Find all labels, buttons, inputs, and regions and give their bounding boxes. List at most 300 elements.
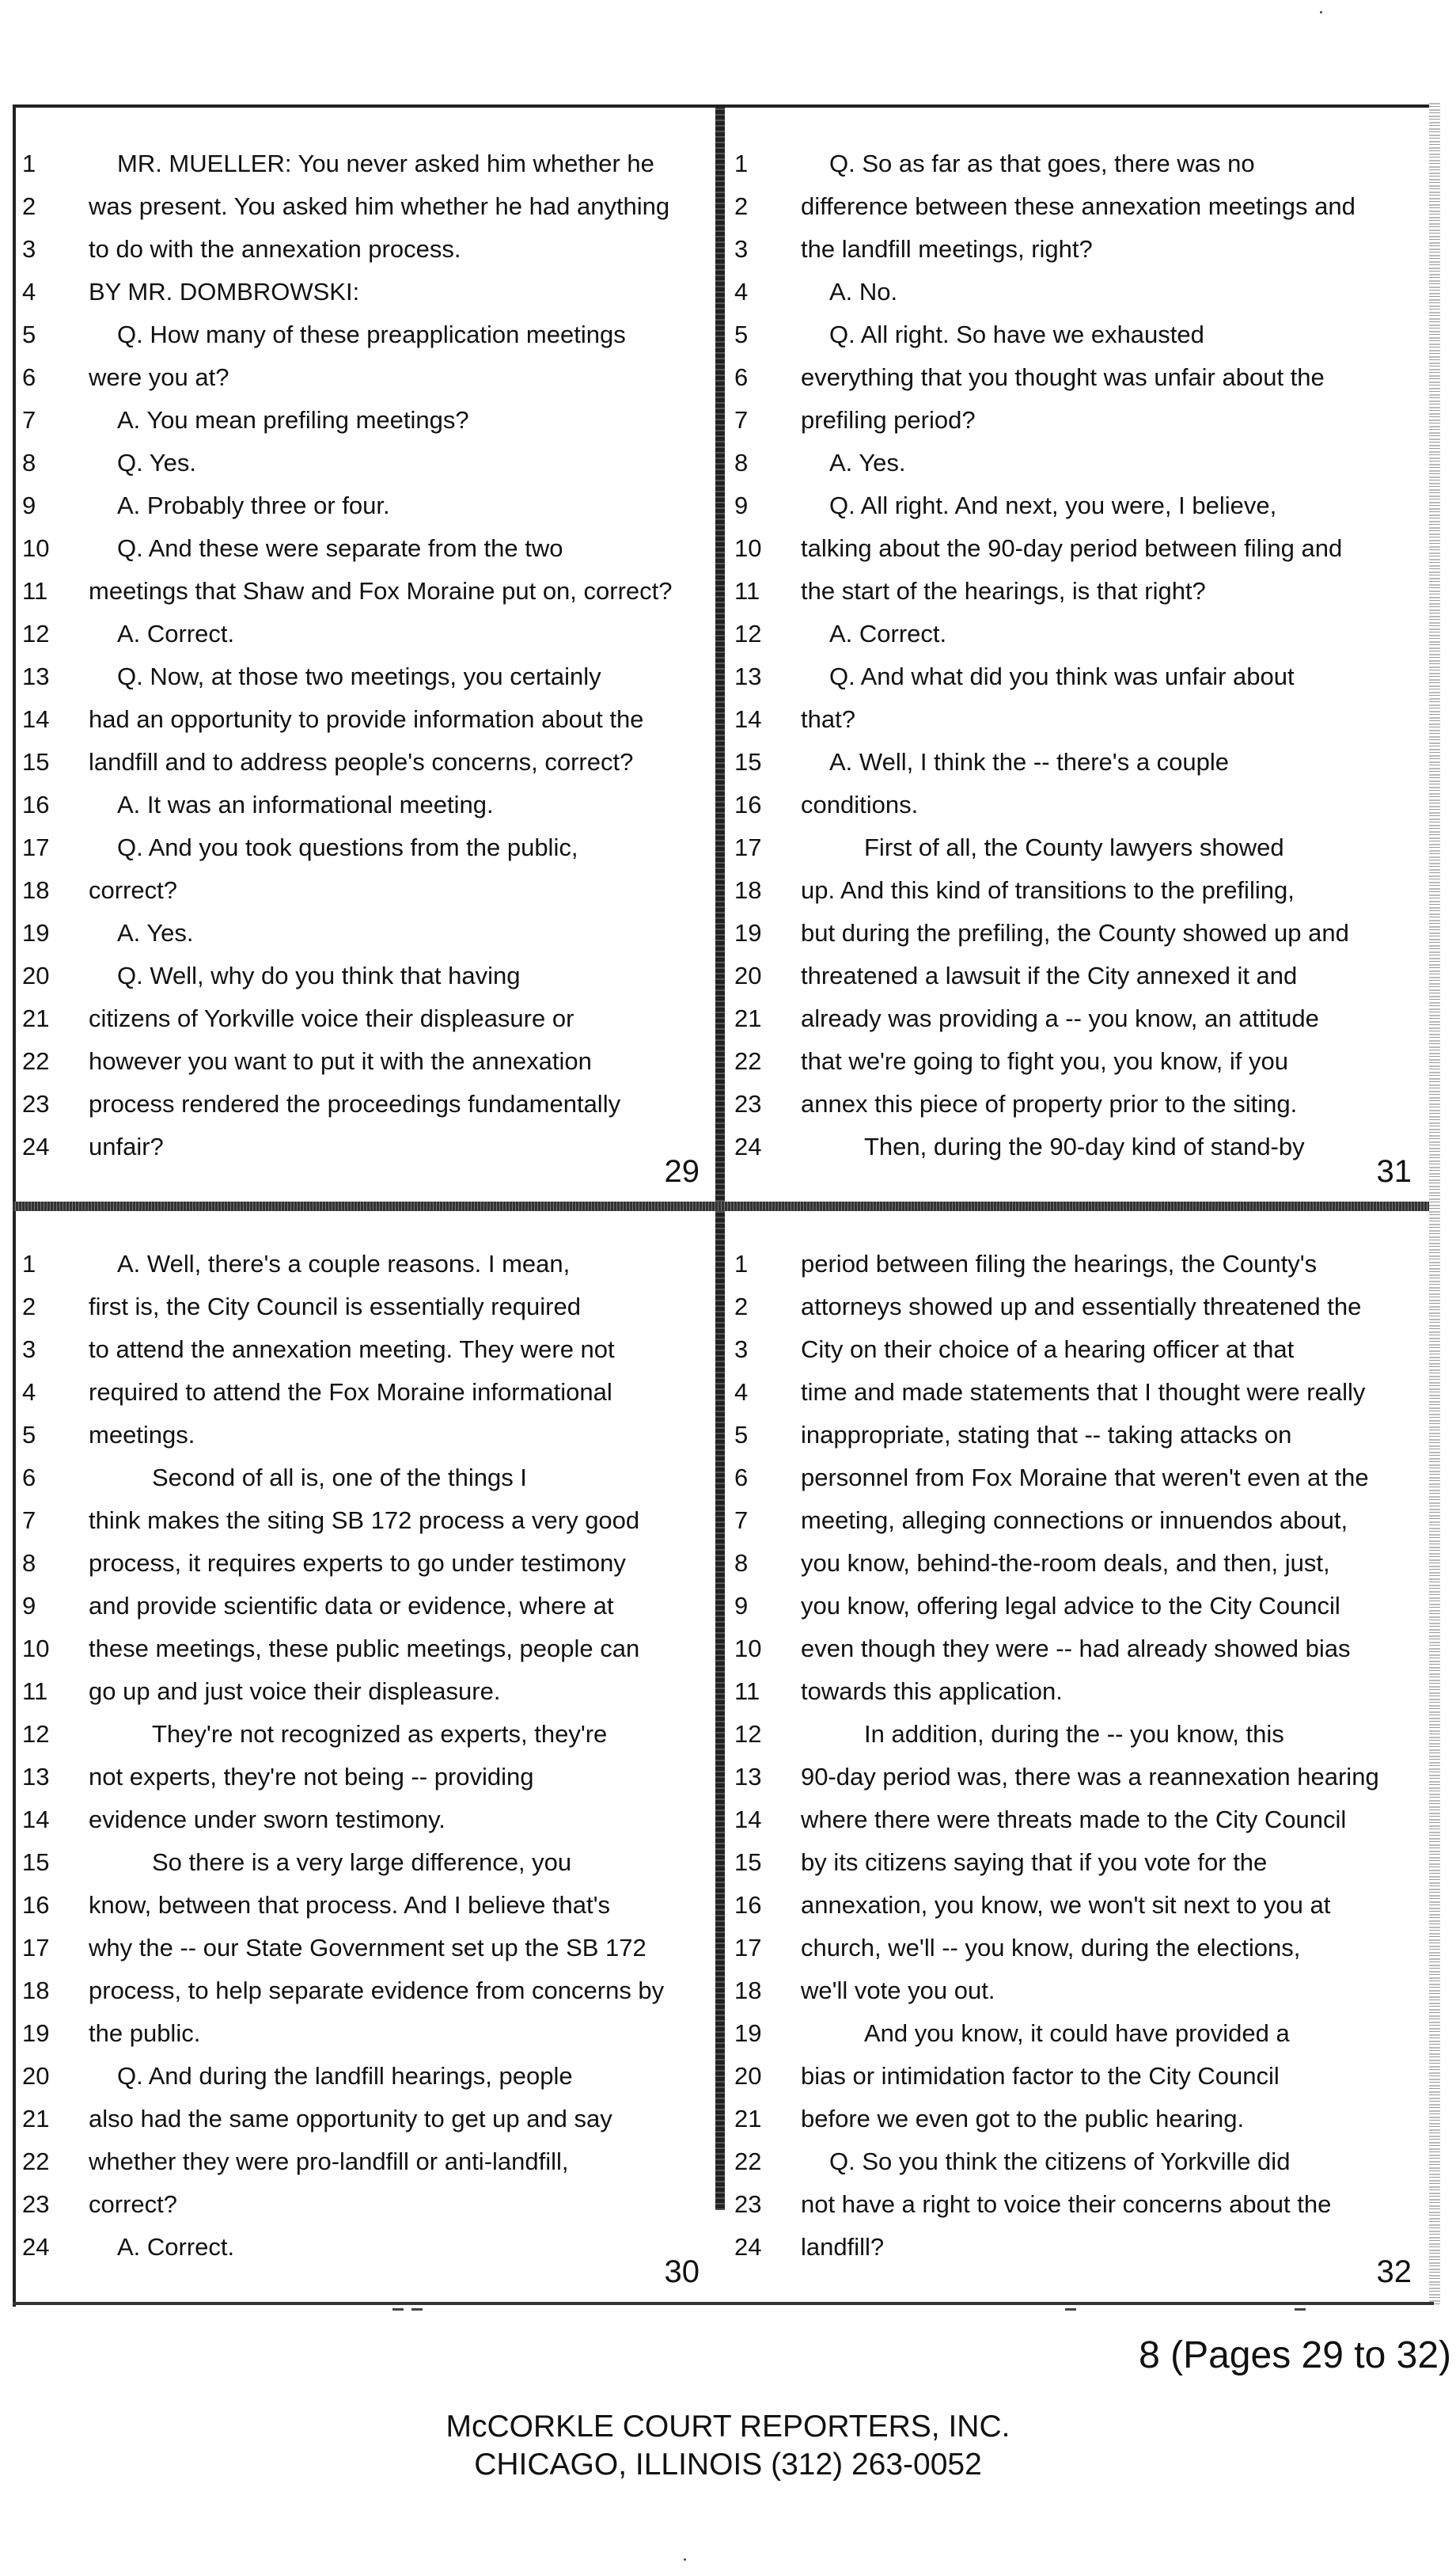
- line-text: up. And this kind of transitions to the prefiling,: [801, 876, 1295, 904]
- line-text: meeting, alleging connections or innuendos about,: [801, 1506, 1348, 1534]
- line-text: go up and just voice their displeasure.: [89, 1677, 501, 1705]
- line-number: 21: [22, 1004, 50, 1032]
- line-number: 15: [22, 1848, 50, 1876]
- transcript-line: [16, 1040, 712, 1083]
- line-number: 21: [734, 1004, 762, 1032]
- transcript-line: [16, 1756, 712, 1798]
- line-text: They're not recognized as experts, they're: [152, 1720, 608, 1748]
- transcript-line: [728, 271, 1424, 313]
- scan-mark: [1065, 2308, 1076, 2311]
- line-text: A. Yes.: [829, 449, 906, 477]
- transcript-line: [16, 2140, 712, 2183]
- line-number: 24: [22, 2233, 50, 2261]
- transcript-line: [16, 2183, 712, 2226]
- line-number: 19: [734, 919, 762, 947]
- transcript-line: [728, 741, 1424, 784]
- line-text: Then, during the 90-day kind of stand-by: [864, 1133, 1305, 1160]
- transcript-line: [16, 698, 712, 741]
- line-number: 8: [22, 1549, 36, 1577]
- page-lines: [16, 142, 712, 1168]
- line-text: not have a right to voice their concerns about the: [801, 2190, 1332, 2218]
- line-text: meetings.: [89, 1421, 195, 1449]
- line-text: So there is a very large difference, you: [152, 1848, 572, 1876]
- line-text: that we're going to fight you, you know, if you: [801, 1047, 1288, 1075]
- scan-speck: [684, 2558, 686, 2561]
- scan-edge: [1429, 103, 1440, 2307]
- transcript-line: [16, 1627, 712, 1670]
- line-text: required to attend the Fox Moraine informational: [89, 1378, 612, 1406]
- line-text: the start of the hearings, is that right?: [801, 577, 1206, 605]
- line-text: think makes the siting SB 172 process a very good: [89, 1506, 640, 1534]
- line-number: 20: [734, 962, 762, 989]
- transcript-line: [728, 1328, 1424, 1371]
- line-number: 5: [22, 321, 36, 348]
- line-text: that?: [801, 705, 855, 733]
- line-text: First of all, the County lawyers showed: [864, 834, 1284, 861]
- line-number: 17: [22, 834, 50, 861]
- line-text: In addition, during the -- you know, this: [864, 1720, 1284, 1748]
- transcript-line: [728, 2183, 1424, 2226]
- transcript-line: [16, 655, 712, 698]
- line-number: 14: [22, 1806, 50, 1833]
- line-number: 11: [734, 577, 760, 605]
- line-text: whether they were pro-landfill or anti-landfill,: [89, 2148, 569, 2175]
- line-text: A. Well, I think the -- there's a couple: [829, 748, 1230, 776]
- transcript-line: [728, 1414, 1424, 1456]
- transcript-line: [728, 313, 1424, 356]
- transcript-line: [16, 1969, 712, 2012]
- line-number: 23: [22, 2190, 50, 2218]
- transcript-line: [16, 2012, 712, 2055]
- transcript-line: [16, 570, 712, 613]
- line-number: 22: [22, 1047, 50, 1075]
- line-text: A. Correct.: [117, 2233, 235, 2261]
- line-text: we'll vote you out.: [801, 1977, 995, 2004]
- transcript-line: [16, 955, 712, 997]
- line-number: 12: [22, 1720, 50, 1748]
- line-number: 19: [734, 2019, 762, 2047]
- line-text: annexation, you know, we won't sit next to you at: [801, 1891, 1331, 1919]
- line-text: Q. All right. So have we exhausted: [829, 321, 1204, 348]
- line-number: 8: [734, 449, 749, 477]
- transcript-line: [16, 142, 712, 185]
- line-number: 17: [734, 834, 762, 861]
- company-name: McCORKLE COURT REPORTERS, INC.: [446, 2410, 1010, 2444]
- page-lines: [728, 142, 1424, 1168]
- line-number: 14: [22, 705, 50, 733]
- transcript-line: [16, 2226, 712, 2269]
- line-number: 14: [734, 1806, 762, 1833]
- line-text: why the -- our State Government set up the SB 172: [89, 1934, 646, 1961]
- transcript-line: [16, 1456, 712, 1499]
- line-text: even though they were -- had already showed bias: [801, 1635, 1351, 1662]
- line-text: citizens of Yorkville voice their displeasure or: [89, 1004, 574, 1032]
- line-text: 90-day period was, there was a reannexation hearing: [801, 1763, 1379, 1791]
- line-text: Q. Well, why do you think that having: [117, 962, 521, 989]
- line-text: Q. So you think the citizens of Yorkville did: [829, 2148, 1291, 2175]
- line-number: 23: [734, 2190, 762, 2218]
- line-number: 11: [22, 577, 48, 605]
- line-text: process rendered the proceedings fundamentally: [89, 1090, 621, 1118]
- transcript-line: [16, 1585, 712, 1627]
- line-number: 10: [734, 1635, 762, 1662]
- line-number: 20: [22, 2062, 50, 2090]
- transcript-line: [16, 826, 712, 869]
- transcript-line: [728, 1083, 1424, 1126]
- line-number: 5: [734, 321, 749, 348]
- line-text: A. It was an informational meeting.: [117, 791, 494, 818]
- page-range-label: 8 (Pages 29 to 32): [1139, 2334, 1451, 2376]
- line-text: Q. And during the landfill hearings, people: [117, 2062, 573, 2090]
- transcript-line: [728, 1126, 1424, 1168]
- transcript-line: [16, 784, 712, 826]
- line-text: difference between these annexation meetings and: [801, 192, 1356, 220]
- line-number: 13: [22, 663, 50, 690]
- line-text: Q. And what did you think was unfair about: [829, 663, 1295, 690]
- line-text: threatened a lawsuit if the City annexed it and: [801, 962, 1298, 989]
- line-text: A. You mean prefiling meetings?: [117, 406, 469, 434]
- line-number: 9: [22, 492, 36, 519]
- line-number: 15: [22, 748, 50, 776]
- transcript-line: [16, 1328, 712, 1371]
- line-number: 7: [22, 406, 36, 434]
- line-text: A. Correct.: [829, 620, 947, 647]
- transcript-page-32: [728, 1211, 1424, 2296]
- line-text: Q. And these were separate from the two: [117, 534, 563, 562]
- line-text: Q. Yes.: [117, 449, 196, 477]
- line-number: 20: [734, 2062, 762, 2090]
- line-number: 19: [22, 2019, 50, 2047]
- transcript-line: [728, 142, 1424, 185]
- scan-mark: [392, 2308, 404, 2311]
- line-text: these meetings, these public meetings, people can: [89, 1635, 640, 1662]
- line-text: meetings that Shaw and Fox Moraine put on, correct?: [89, 577, 673, 605]
- line-number: 14: [734, 705, 762, 733]
- transcript-line: [16, 997, 712, 1040]
- line-number: 4: [734, 278, 749, 306]
- transcript-line: [16, 527, 712, 570]
- transcript-line: [728, 484, 1424, 527]
- line-number: 9: [734, 1592, 749, 1620]
- line-number: 11: [22, 1677, 48, 1705]
- transcript-line: [728, 1713, 1424, 1756]
- line-number: 16: [734, 1891, 762, 1919]
- transcript-line: [728, 869, 1424, 912]
- line-text: talking about the 90-day period between filing and: [801, 534, 1343, 562]
- scan-mark: [411, 2308, 423, 2311]
- transcript-line: [16, 313, 712, 356]
- line-number: 12: [22, 620, 50, 647]
- transcript-line: [728, 2140, 1424, 2183]
- line-text: correct?: [89, 2190, 177, 2218]
- line-number: 1: [734, 1250, 749, 1278]
- line-number: 18: [734, 1977, 762, 2004]
- line-text: unfair?: [89, 1133, 164, 1160]
- line-text: attorneys showed up and essentially threatened the: [801, 1293, 1362, 1320]
- line-number: 12: [734, 1720, 762, 1748]
- transcript-line: [728, 1756, 1424, 1798]
- line-text: and provide scientific data or evidence, where at: [89, 1592, 614, 1620]
- transcript-line: [728, 613, 1424, 655]
- line-text: you know, offering legal advice to the City Council: [801, 1592, 1340, 1620]
- line-text: City on their choice of a hearing officer at that: [801, 1335, 1295, 1363]
- transcript-line: [728, 1542, 1424, 1585]
- page-lines: [16, 1243, 712, 2269]
- line-number: 22: [734, 1047, 762, 1075]
- transcript-line: [728, 570, 1424, 613]
- line-number: 16: [734, 791, 762, 818]
- line-text: A. Well, there's a couple reasons. I mean,: [117, 1250, 571, 1278]
- line-number: 1: [22, 1250, 36, 1278]
- line-text: before we even got to the public hearing.: [801, 2105, 1245, 2132]
- line-text: was present. You asked him whether he had anything: [89, 192, 670, 220]
- line-number: 2: [734, 192, 749, 220]
- transcript-line: [728, 1884, 1424, 1927]
- line-number: 19: [22, 919, 50, 947]
- transcript-line: [16, 442, 712, 484]
- page-number: 30: [664, 2254, 700, 2289]
- transcript-page-31: [728, 111, 1424, 1195]
- line-number: 7: [734, 1506, 749, 1534]
- line-number: 4: [22, 278, 36, 306]
- line-number: 10: [22, 1635, 50, 1662]
- transcript-line: [728, 1243, 1424, 1286]
- line-text: by its citizens saying that if you vote for the: [801, 1848, 1268, 1876]
- transcript-line: [728, 1371, 1424, 1414]
- line-number: 4: [734, 1378, 749, 1406]
- line-number: 22: [22, 2148, 50, 2175]
- line-text: however you want to put it with the annexation: [89, 1047, 592, 1075]
- transcript-line: [728, 655, 1424, 698]
- line-number: 22: [734, 2148, 762, 2175]
- transcript-line: [728, 1286, 1424, 1328]
- line-text: annex this piece of property prior to the siting.: [801, 1090, 1298, 1118]
- transcript-line: [728, 1670, 1424, 1713]
- line-number: 13: [734, 1763, 762, 1791]
- line-number: 10: [734, 534, 762, 562]
- transcript-line: [728, 2226, 1424, 2269]
- page-lines: [728, 1243, 1424, 2269]
- horizontal-divider: [13, 1202, 1434, 1211]
- line-text: also had the same opportunity to get up and say: [89, 2105, 612, 2132]
- line-number: 17: [22, 1934, 50, 1961]
- line-text: correct?: [89, 876, 177, 904]
- line-text: Q. And you took questions from the public,: [117, 834, 578, 861]
- transcript-line: [16, 1286, 712, 1328]
- transcript-line: [728, 1841, 1424, 1884]
- line-text: know, between that process. And I believe that's: [89, 1891, 611, 1919]
- transcript-line: [728, 1585, 1424, 1627]
- transcript-line: [728, 527, 1424, 570]
- transcript-line: [16, 1126, 712, 1168]
- line-number: 23: [734, 1090, 762, 1118]
- line-text: A. Yes.: [117, 919, 194, 947]
- line-number: 24: [734, 1133, 762, 1160]
- line-text: BY MR. DOMBROWSKI:: [89, 278, 360, 306]
- line-text: time and made statements that I thought were really: [801, 1378, 1366, 1406]
- transcript-line: [728, 2055, 1424, 2098]
- line-number: 8: [734, 1549, 749, 1577]
- page-number: 32: [1376, 2254, 1412, 2289]
- line-number: 3: [22, 235, 36, 263]
- line-text: process, to help separate evidence from concerns by: [89, 1977, 665, 2004]
- line-text: Q. Now, at those two meetings, you certainly: [117, 663, 601, 690]
- line-text: And you know, it could have provided a: [864, 2019, 1290, 2047]
- line-text: landfill?: [801, 2233, 885, 2261]
- line-text: church, we'll -- you know, during the elections,: [801, 1934, 1301, 1961]
- line-text: were you at?: [89, 363, 229, 391]
- transcript-line: [728, 1798, 1424, 1841]
- line-number: 2: [22, 1293, 36, 1320]
- line-text: the landfill meetings, right?: [801, 235, 1093, 263]
- line-number: 5: [22, 1421, 36, 1449]
- line-number: 6: [734, 1464, 749, 1491]
- transcript-line: [16, 613, 712, 655]
- transcript-line: [728, 1456, 1424, 1499]
- transcript-line: [16, 228, 712, 271]
- line-number: 7: [22, 1506, 36, 1534]
- line-number: 11: [734, 1677, 760, 1705]
- transcript-line: [728, 399, 1424, 442]
- line-text: personnel from Fox Moraine that weren't even at the: [801, 1464, 1369, 1491]
- transcript-line: [16, 2098, 712, 2140]
- transcript-page-29: [16, 111, 712, 1195]
- line-number: 3: [22, 1335, 36, 1363]
- line-number: 18: [734, 876, 762, 904]
- line-text: Q. How many of these preapplication meetings: [117, 321, 626, 348]
- transcript-line: [728, 442, 1424, 484]
- transcript-line: [728, 784, 1424, 826]
- line-number: 1: [734, 150, 749, 177]
- page-number: 29: [664, 1154, 700, 1189]
- line-number: 2: [734, 1293, 749, 1320]
- transcript-line: [16, 1083, 712, 1126]
- line-number: 6: [22, 363, 36, 391]
- transcript-line: [728, 1627, 1424, 1670]
- line-text: Second of all is, one of the things I: [152, 1464, 527, 1491]
- line-text: to attend the annexation meeting. They were not: [89, 1335, 615, 1363]
- scan-speck: [1320, 11, 1322, 13]
- line-number: 10: [22, 534, 50, 562]
- line-number: 18: [22, 1977, 50, 2004]
- line-number: 1: [22, 150, 36, 177]
- line-text: Q. All right. And next, you were, I believe,: [829, 492, 1277, 519]
- line-number: 18: [22, 876, 50, 904]
- line-number: 13: [734, 663, 762, 690]
- line-number: 6: [22, 1464, 36, 1491]
- line-text: period between filing the hearings, the County's: [801, 1250, 1318, 1278]
- line-text: towards this application.: [801, 1677, 1063, 1705]
- transcript-line: [16, 741, 712, 784]
- transcript-line: [16, 185, 712, 228]
- transcript-line: [16, 1713, 712, 1756]
- transcript-line: [728, 1040, 1424, 1083]
- transcript-line: [728, 1969, 1424, 2012]
- transcript-line: [728, 2098, 1424, 2140]
- transcript-line: [728, 2012, 1424, 2055]
- line-text: MR. MUELLER: You never asked him whether he: [117, 150, 654, 177]
- scan-mark: [1295, 2308, 1306, 2311]
- line-text: the public.: [89, 2019, 201, 2047]
- line-text: A. Probably three or four.: [117, 492, 390, 519]
- line-text: already was providing a -- you know, an attitude: [801, 1004, 1319, 1032]
- line-number: 21: [22, 2105, 50, 2132]
- transcript-line: [16, 1542, 712, 1585]
- transcript-line: [16, 271, 712, 313]
- line-text: evidence under sworn testimony.: [89, 1806, 446, 1833]
- transcript-line: [728, 1499, 1424, 1542]
- line-text: not experts, they're not being -- providing: [89, 1763, 534, 1791]
- vertical-divider: [715, 104, 725, 2210]
- transcript-line: [16, 1927, 712, 1969]
- line-text: prefiling period?: [801, 406, 976, 434]
- transcript-line: [16, 1798, 712, 1841]
- line-number: 20: [22, 962, 50, 989]
- line-number: 9: [734, 492, 749, 519]
- transcript-line: [16, 1670, 712, 1713]
- line-text: had an opportunity to provide information about the: [89, 705, 644, 733]
- line-text: landfill and to address people's concerns, correct?: [89, 748, 634, 776]
- line-number: 17: [734, 1934, 762, 1961]
- line-number: 7: [734, 406, 749, 434]
- line-number: 9: [22, 1592, 36, 1620]
- line-number: 8: [22, 449, 36, 477]
- line-text: A. No.: [829, 278, 898, 306]
- transcript-line: [728, 955, 1424, 997]
- line-text: A. Correct.: [117, 620, 235, 647]
- company-address: CHICAGO, ILLINOIS (312) 263-0052: [474, 2448, 982, 2482]
- transcript-line: [16, 869, 712, 912]
- line-number: 24: [22, 1133, 50, 1160]
- transcript-line: [728, 997, 1424, 1040]
- line-number: 2: [22, 192, 36, 220]
- line-text: conditions.: [801, 791, 919, 818]
- transcript-line: [16, 1499, 712, 1542]
- transcript-line: [728, 356, 1424, 399]
- line-number: 16: [22, 791, 50, 818]
- transcript-line: [16, 2055, 712, 2098]
- line-text: process, it requires experts to go under testimony: [89, 1549, 626, 1577]
- transcript-page-30: [16, 1211, 712, 2296]
- line-text: to do with the annexation process.: [89, 235, 461, 263]
- line-number: 16: [22, 1891, 50, 1919]
- line-number: 13: [22, 1763, 50, 1791]
- line-text: where there were threats made to the City Council: [801, 1806, 1347, 1833]
- line-number: 3: [734, 1335, 749, 1363]
- transcript-line: [16, 399, 712, 442]
- line-text: Q. So as far as that goes, there was no: [829, 150, 1255, 177]
- transcript-line: [728, 228, 1424, 271]
- transcript-line: [16, 912, 712, 955]
- line-number: 3: [734, 235, 749, 263]
- line-number: 5: [734, 1421, 749, 1449]
- line-number: 15: [734, 748, 762, 776]
- transcript-line: [16, 1884, 712, 1927]
- line-text: but during the prefiling, the County showed up and: [801, 919, 1349, 947]
- transcript-line: [16, 1414, 712, 1456]
- line-text: first is, the City Council is essentially required: [89, 1293, 581, 1320]
- transcript-line: [16, 1243, 712, 1286]
- line-text: bias or intimidation factor to the City Council: [801, 2062, 1280, 2090]
- line-number: 4: [22, 1378, 36, 1406]
- transcript-line: [728, 826, 1424, 869]
- line-text: you know, behind-the-room deals, and then, just,: [801, 1549, 1330, 1577]
- transcript-line: [728, 698, 1424, 741]
- line-number: 21: [734, 2105, 762, 2132]
- line-number: 24: [734, 2233, 762, 2261]
- transcript-line: [728, 185, 1424, 228]
- line-number: 15: [734, 1848, 762, 1876]
